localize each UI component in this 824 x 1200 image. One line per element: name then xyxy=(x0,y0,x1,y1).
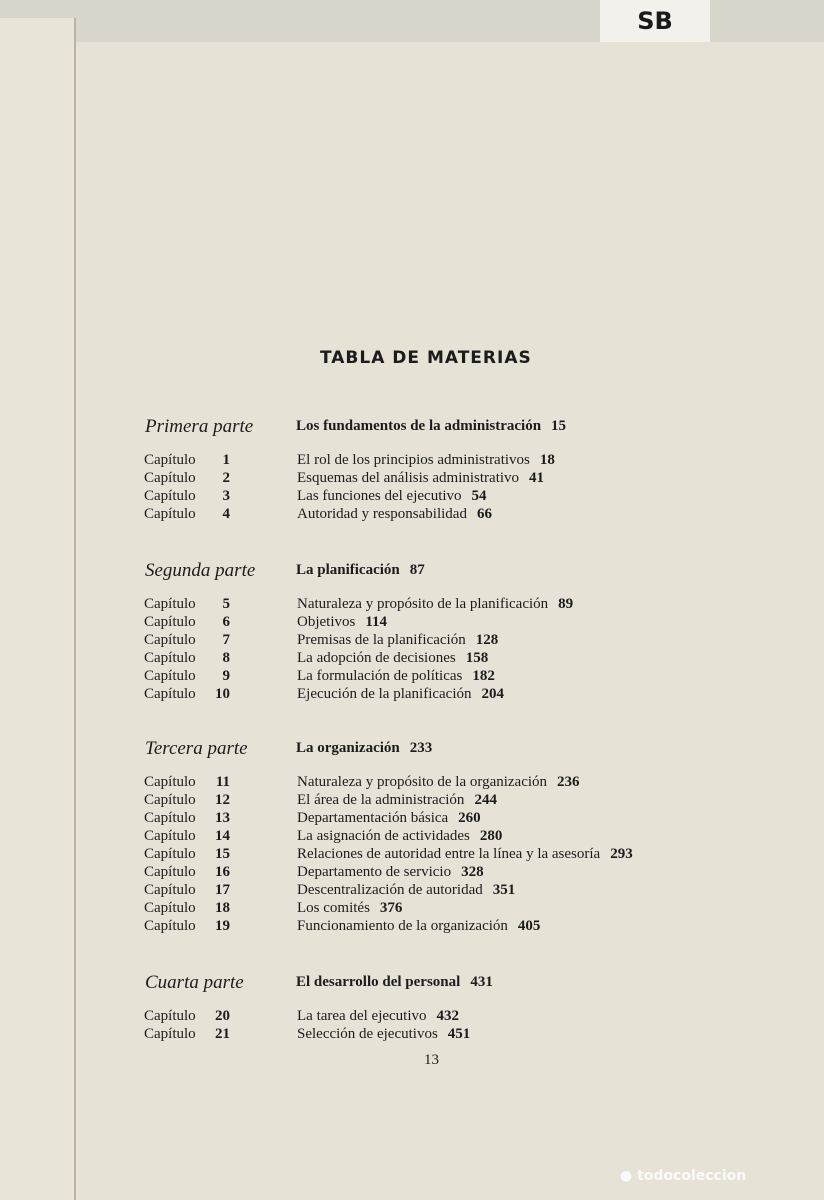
chapter-title xyxy=(297,452,555,469)
chapter-label: Capítulo xyxy=(144,774,196,790)
chapter-title-text: El área de la administración xyxy=(297,792,465,808)
part-title xyxy=(296,562,425,579)
chapter-number: 19 xyxy=(215,918,230,934)
part-name: Segunda parte xyxy=(145,560,256,581)
part-name: Tercera parte xyxy=(145,738,248,759)
chapter-row xyxy=(0,1026,824,1044)
part-title-text: La planificación xyxy=(296,562,400,578)
chapter-title xyxy=(297,614,387,631)
chapter-label: Capítulo xyxy=(144,792,196,808)
chapter-number: 1 xyxy=(222,452,230,468)
chapter-title xyxy=(297,1008,459,1025)
chapter-title-text: Selección de ejecutivos xyxy=(297,1026,438,1042)
chapter-list xyxy=(0,596,824,704)
chapter-row xyxy=(0,452,824,470)
chapter-number: 16 xyxy=(215,864,230,880)
chapter-row xyxy=(0,632,824,650)
chapter-label: Capítulo xyxy=(144,900,196,916)
chapter-label: Capítulo xyxy=(144,452,196,468)
chapter-row xyxy=(0,792,824,810)
sb-tag: SB xyxy=(600,0,710,42)
chapter-title-text: Ejecución de la planificación xyxy=(297,686,472,702)
chapter-number: 17 xyxy=(215,882,230,898)
chapter-row xyxy=(0,650,824,668)
part-page: 431 xyxy=(470,974,493,990)
chapter-row xyxy=(0,470,824,488)
watermark xyxy=(620,1168,746,1184)
chapter-row xyxy=(0,864,824,882)
chapter-page: 236 xyxy=(557,774,580,790)
chapter-label: Capítulo xyxy=(144,810,196,826)
part-page: 87 xyxy=(409,562,425,578)
chapter-page: 451 xyxy=(447,1026,471,1042)
chapter-title xyxy=(297,650,488,667)
chapter-page: 280 xyxy=(479,828,503,844)
chapter-title-text: Las funciones del ejecutivo xyxy=(297,488,462,504)
chapter-title-text: La adopción de decisiones xyxy=(297,650,456,666)
chapter-page: 351 xyxy=(492,882,516,898)
chapter-title-text: El rol de los principios administrativos xyxy=(297,452,530,468)
chapter-label: Capítulo xyxy=(144,650,196,666)
watermark-icon: ● xyxy=(620,1168,638,1184)
chapter-title xyxy=(297,792,497,809)
chapter-title-text: Departamentación básica xyxy=(297,810,449,826)
chapter-title xyxy=(297,846,633,863)
chapter-page: 182 xyxy=(472,668,495,684)
chapter-list xyxy=(0,774,824,936)
chapter-number: 8 xyxy=(222,650,230,666)
page-title: TABLA DE MATERIAS xyxy=(320,348,532,368)
chapter-title xyxy=(297,686,504,703)
chapter-row xyxy=(0,882,824,900)
chapter-page: 114 xyxy=(365,614,388,630)
chapter-title xyxy=(297,668,495,685)
chapter-row xyxy=(0,668,824,686)
chapter-label: Capítulo xyxy=(144,828,196,844)
chapter-list xyxy=(0,452,824,524)
chapter-label: Capítulo xyxy=(144,614,196,630)
chapter-number: 18 xyxy=(215,900,230,916)
chapter-number: 5 xyxy=(222,596,230,612)
chapter-number: 14 xyxy=(215,828,230,844)
chapter-page: 41 xyxy=(529,470,545,486)
part-page: 15 xyxy=(551,418,567,434)
chapter-title xyxy=(297,828,502,845)
part-page: 233 xyxy=(409,740,433,756)
chapter-page: 432 xyxy=(436,1008,460,1024)
chapter-label: Capítulo xyxy=(144,596,196,612)
chapter-title-text: Descentralización de autoridad xyxy=(297,882,483,898)
chapter-title-text: Premisas de la planificación xyxy=(297,632,466,648)
chapter-page: 244 xyxy=(474,792,497,808)
chapter-page: 260 xyxy=(458,810,481,826)
chapter-title xyxy=(297,506,492,523)
chapter-page: 89 xyxy=(558,596,574,612)
chapter-label: Capítulo xyxy=(144,470,196,486)
chapter-row xyxy=(0,918,824,936)
chapter-label: Capítulo xyxy=(144,1026,196,1042)
chapter-page: 328 xyxy=(461,864,484,880)
part-title xyxy=(296,974,493,991)
chapter-title-text: Naturaleza y propósito de la organización xyxy=(297,774,548,790)
chapter-label: Capítulo xyxy=(144,918,196,934)
part-title xyxy=(296,418,566,435)
chapter-row xyxy=(0,488,824,506)
part-name: Cuarta parte xyxy=(145,972,244,993)
part-name: Primera parte xyxy=(145,416,254,437)
chapter-number: 13 xyxy=(215,810,230,826)
chapter-title xyxy=(297,810,481,827)
chapter-page: 293 xyxy=(610,846,633,862)
chapter-label: Capítulo xyxy=(144,1008,196,1024)
chapter-page: 158 xyxy=(465,650,489,666)
chapter-title xyxy=(297,632,498,649)
chapter-list xyxy=(0,1008,824,1044)
chapter-number: 9 xyxy=(222,668,230,684)
chapter-number: 2 xyxy=(222,470,230,486)
chapter-title xyxy=(297,882,515,899)
chapter-number: 6 xyxy=(222,614,230,630)
chapter-title xyxy=(297,900,402,917)
part-title xyxy=(296,740,432,757)
chapter-label: Capítulo xyxy=(144,632,196,648)
chapter-page: 54 xyxy=(471,488,487,504)
chapter-title-text: La formulación de políticas xyxy=(297,668,463,684)
chapter-title xyxy=(297,1026,470,1043)
chapter-page: 204 xyxy=(481,686,504,702)
page-number: 13 xyxy=(424,1052,439,1068)
chapter-label: Capítulo xyxy=(144,488,196,504)
chapter-row xyxy=(0,506,824,524)
watermark-text: todocoleccion xyxy=(637,1168,747,1184)
chapter-label: Capítulo xyxy=(144,506,196,522)
chapter-title-text: Relaciones de autoridad entre la línea y la asesoría xyxy=(297,846,601,862)
chapter-title-text: Esquemas del análisis administrativo xyxy=(297,470,520,486)
chapter-label: Capítulo xyxy=(144,882,196,898)
chapter-label: Capítulo xyxy=(144,846,196,862)
chapter-title-text: La asignación de actividades xyxy=(297,828,470,844)
part-title-text: La organización xyxy=(296,740,400,756)
chapter-label: Capítulo xyxy=(144,686,196,702)
chapter-row xyxy=(0,774,824,792)
chapter-title-text: Los comités xyxy=(297,900,370,916)
chapter-page: 405 xyxy=(517,918,541,934)
chapter-title xyxy=(297,918,540,935)
chapter-row xyxy=(0,614,824,632)
chapter-title-text: Autoridad y responsabilidad xyxy=(297,506,467,522)
chapter-title-text: Departamento de servicio xyxy=(297,864,452,880)
chapter-title-text: La tarea del ejecutivo xyxy=(297,1008,427,1024)
chapter-number: 20 xyxy=(215,1008,230,1024)
chapter-row xyxy=(0,900,824,918)
chapter-row xyxy=(0,596,824,614)
part-title-text: El desarrollo del personal xyxy=(296,974,461,990)
chapter-page: 66 xyxy=(476,506,492,522)
chapter-row xyxy=(0,810,824,828)
chapter-number: 3 xyxy=(222,488,230,504)
chapter-title xyxy=(297,596,573,613)
chapter-row xyxy=(0,828,824,846)
chapter-number: 11 xyxy=(215,774,230,790)
chapter-number: 4 xyxy=(222,506,230,522)
chapter-title xyxy=(297,488,487,505)
chapter-title-text: Funcionamiento de la organización xyxy=(297,918,508,934)
chapter-page: 18 xyxy=(539,452,555,468)
chapter-number: 12 xyxy=(215,792,230,808)
chapter-number: 15 xyxy=(215,846,230,862)
chapter-title-text: Objetivos xyxy=(297,614,356,630)
chapter-label: Capítulo xyxy=(144,668,196,684)
chapter-row xyxy=(0,686,824,704)
chapter-title xyxy=(297,774,580,791)
chapter-page: 128 xyxy=(475,632,499,648)
chapter-title xyxy=(297,864,484,881)
chapter-label: Capítulo xyxy=(144,864,196,880)
chapter-number: 10 xyxy=(215,686,230,702)
chapter-number: 7 xyxy=(222,632,230,648)
chapter-title xyxy=(297,470,544,487)
part-title-text: Los fundamentos de la administración xyxy=(296,418,542,434)
chapter-number: 21 xyxy=(215,1026,230,1042)
chapter-page: 376 xyxy=(379,900,403,916)
chapter-title-text: Naturaleza y propósito de la planificación xyxy=(297,596,549,612)
chapter-row xyxy=(0,1008,824,1026)
chapter-row xyxy=(0,846,824,864)
